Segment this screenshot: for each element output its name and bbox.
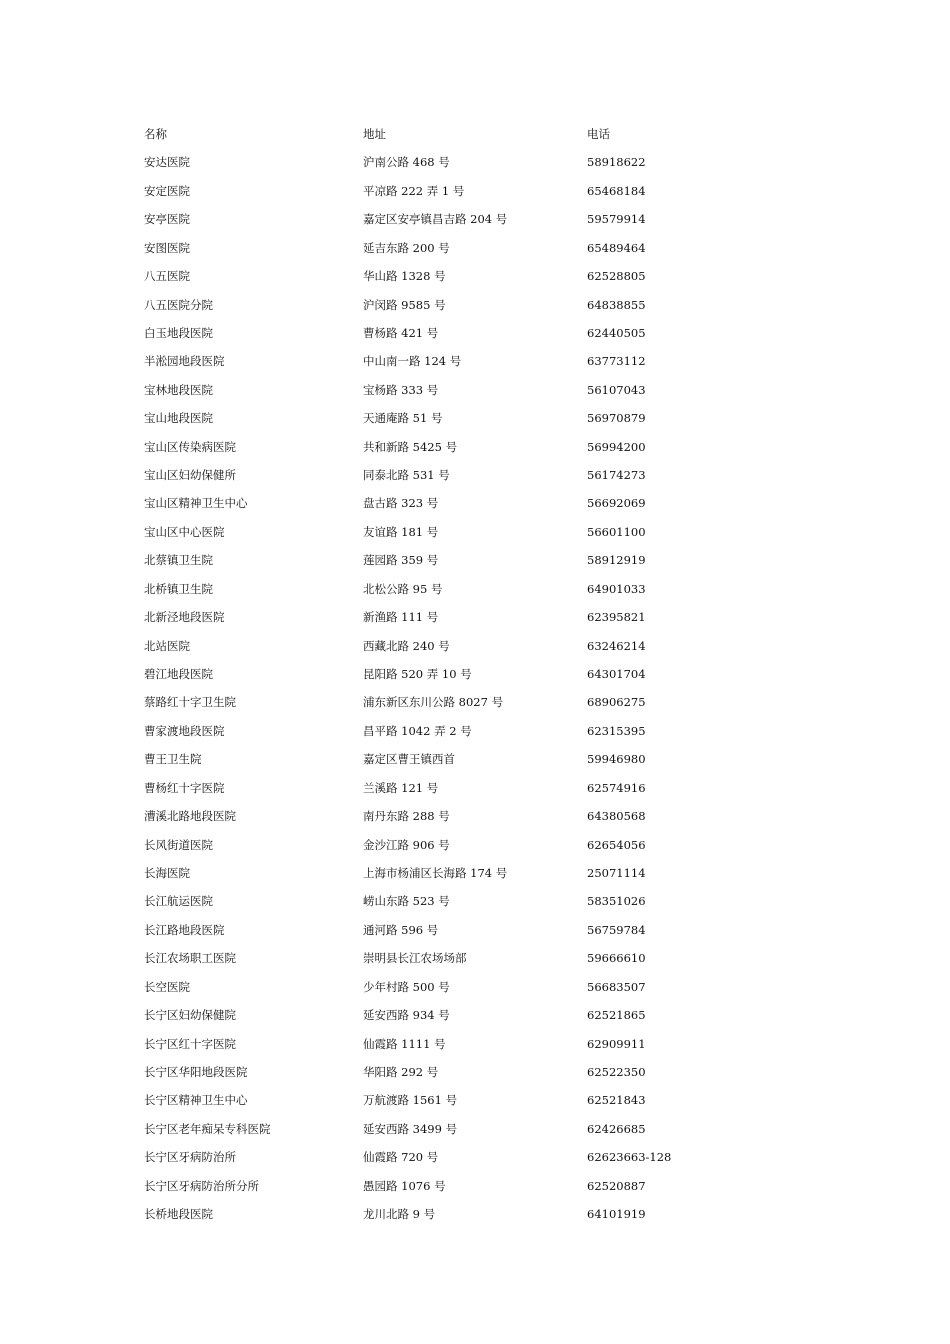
table-row bbox=[144, 404, 764, 432]
cell-address: 延安西路 934 号 bbox=[363, 1008, 450, 1023]
table-row bbox=[144, 831, 764, 859]
header-name: 名称 bbox=[144, 127, 167, 141]
cell-address: 沪南公路 468 号 bbox=[363, 155, 450, 170]
cell-phone: 62909911 bbox=[587, 1036, 646, 1051]
table-row bbox=[144, 859, 764, 887]
table-row bbox=[144, 1172, 764, 1200]
cell-phone: 56970879 bbox=[587, 411, 646, 426]
table-row bbox=[144, 433, 764, 461]
table-row bbox=[144, 262, 764, 290]
table-row bbox=[144, 319, 764, 347]
cell-phone: 62315395 bbox=[587, 723, 646, 738]
cell-address: 华山路 1328 号 bbox=[363, 269, 446, 284]
cell-address: 崂山东路 523 号 bbox=[363, 894, 450, 909]
table-row bbox=[144, 774, 764, 802]
cell-address: 通河路 596 号 bbox=[363, 922, 439, 937]
hospital-directory-table bbox=[144, 120, 764, 1228]
table-row bbox=[144, 660, 764, 688]
cell-name: 安定医院 bbox=[144, 183, 190, 198]
cell-name: 宝山区妇幼保健所 bbox=[144, 468, 236, 483]
cell-phone: 64301704 bbox=[587, 667, 646, 682]
cell-address: 盘古路 323 号 bbox=[363, 496, 439, 511]
cell-name: 长宁区牙病防治所 bbox=[144, 1150, 236, 1165]
cell-name: 八五医院分院 bbox=[144, 297, 213, 312]
table-row bbox=[144, 1058, 764, 1086]
cell-name: 八五医院 bbox=[144, 269, 190, 284]
cell-name: 长宁区老年痴呆专科医院 bbox=[144, 1121, 271, 1136]
cell-address: 北松公路 95 号 bbox=[363, 581, 443, 596]
cell-address: 上海市杨浦区长海路 174 号 bbox=[363, 865, 508, 880]
cell-name: 蔡路红十字卫生院 bbox=[144, 695, 236, 710]
cell-address: 平凉路 222 弄 1 号 bbox=[363, 183, 465, 198]
cell-address: 万航渡路 1561 号 bbox=[363, 1093, 458, 1108]
cell-phone: 62574916 bbox=[587, 780, 646, 795]
table-row bbox=[144, 1143, 764, 1171]
cell-address: 新渔路 111 号 bbox=[363, 610, 439, 625]
table-row bbox=[144, 688, 764, 716]
cell-address: 同泰北路 531 号 bbox=[363, 468, 450, 483]
cell-name: 长宁区红十字医院 bbox=[144, 1036, 236, 1051]
cell-phone: 62521843 bbox=[587, 1093, 646, 1108]
cell-phone: 56174273 bbox=[587, 468, 646, 483]
cell-phone: 56692069 bbox=[587, 496, 646, 511]
cell-name: 宝林地段医院 bbox=[144, 382, 213, 397]
cell-name: 安达医院 bbox=[144, 155, 190, 170]
cell-phone: 62395821 bbox=[587, 610, 646, 625]
cell-name: 长江农场职工医院 bbox=[144, 951, 236, 966]
cell-phone: 65468184 bbox=[587, 183, 646, 198]
cell-phone: 62623663-128 bbox=[587, 1150, 672, 1165]
cell-address: 浦东新区东川公路 8027 号 bbox=[363, 695, 504, 710]
cell-name: 长空医院 bbox=[144, 979, 190, 994]
table-row bbox=[144, 603, 764, 631]
cell-phone: 63773112 bbox=[587, 354, 646, 369]
cell-phone: 56107043 bbox=[587, 382, 646, 397]
table-row bbox=[144, 489, 764, 517]
table-row bbox=[144, 944, 764, 972]
cell-name: 北蔡镇卫生院 bbox=[144, 553, 213, 568]
table-row bbox=[144, 291, 764, 319]
cell-phone: 59579914 bbox=[587, 212, 646, 227]
table-row bbox=[144, 205, 764, 233]
cell-name: 宝山区精神卫生中心 bbox=[144, 496, 248, 511]
table-row bbox=[144, 177, 764, 205]
table-row bbox=[144, 518, 764, 546]
cell-address: 龙川北路 9 号 bbox=[363, 1207, 436, 1222]
cell-address: 曹杨路 421 号 bbox=[363, 325, 439, 340]
cell-address: 沪闵路 9585 号 bbox=[363, 297, 446, 312]
cell-phone: 62521865 bbox=[587, 1008, 646, 1023]
table-row bbox=[144, 1200, 764, 1228]
cell-address: 昌平路 1042 弄 2 号 bbox=[363, 723, 472, 738]
table-row bbox=[144, 376, 764, 404]
cell-name: 白玉地段医院 bbox=[144, 325, 213, 340]
cell-name: 安图医院 bbox=[144, 240, 190, 255]
cell-address: 共和新路 5425 号 bbox=[363, 439, 458, 454]
table-row bbox=[144, 347, 764, 375]
cell-phone: 63246214 bbox=[587, 638, 646, 653]
cell-phone: 62654056 bbox=[587, 837, 646, 852]
cell-name: 长宁区牙病防治所分所 bbox=[144, 1178, 259, 1193]
cell-name: 半淞园地段医院 bbox=[144, 354, 225, 369]
table-row bbox=[144, 887, 764, 915]
cell-name: 长宁区华阳地段医院 bbox=[144, 1064, 248, 1079]
cell-address: 南丹东路 288 号 bbox=[363, 809, 450, 824]
cell-address: 少年村路 500 号 bbox=[363, 979, 450, 994]
cell-address: 嘉定区曹王镇西首 bbox=[363, 752, 455, 767]
cell-name: 曹杨红十字医院 bbox=[144, 780, 225, 795]
cell-name: 曹王卫生院 bbox=[144, 752, 202, 767]
cell-name: 宝山区中心医院 bbox=[144, 524, 225, 539]
cell-address: 延安西路 3499 号 bbox=[363, 1121, 458, 1136]
cell-name: 漕溪北路地段医院 bbox=[144, 809, 236, 824]
cell-address: 宝杨路 333 号 bbox=[363, 382, 439, 397]
cell-name: 长江路地段医院 bbox=[144, 922, 225, 937]
table-row bbox=[144, 575, 764, 603]
cell-name: 长风街道医院 bbox=[144, 837, 213, 852]
cell-address: 延吉东路 200 号 bbox=[363, 240, 450, 255]
cell-address: 愚园路 1076 号 bbox=[363, 1178, 446, 1193]
cell-phone: 56994200 bbox=[587, 439, 646, 454]
table-row bbox=[144, 1086, 764, 1114]
cell-address: 天通庵路 51 号 bbox=[363, 411, 443, 426]
table-row bbox=[144, 802, 764, 830]
cell-name: 碧江地段医院 bbox=[144, 667, 213, 682]
cell-phone: 25071114 bbox=[587, 865, 646, 880]
cell-address: 西藏北路 240 号 bbox=[363, 638, 450, 653]
cell-phone: 62520887 bbox=[587, 1178, 646, 1193]
cell-phone: 68906275 bbox=[587, 695, 646, 710]
cell-phone: 59666610 bbox=[587, 951, 646, 966]
cell-address: 华阳路 292 号 bbox=[363, 1064, 439, 1079]
table-row bbox=[144, 234, 764, 262]
cell-phone: 62528805 bbox=[587, 269, 646, 284]
cell-address: 仙霞路 720 号 bbox=[363, 1150, 439, 1165]
cell-address: 兰溪路 121 号 bbox=[363, 780, 439, 795]
cell-phone: 56759784 bbox=[587, 922, 646, 937]
table-row bbox=[144, 546, 764, 574]
cell-name: 北桥镇卫生院 bbox=[144, 581, 213, 596]
cell-address: 友谊路 181 号 bbox=[363, 524, 439, 539]
cell-name: 宝山地段医院 bbox=[144, 411, 213, 426]
cell-phone: 56601100 bbox=[587, 524, 646, 539]
table-row bbox=[144, 1115, 764, 1143]
cell-phone: 64901033 bbox=[587, 581, 646, 596]
cell-address: 崇明县长江农场场部 bbox=[363, 951, 467, 966]
cell-address: 嘉定区安亭镇昌吉路 204 号 bbox=[363, 212, 508, 227]
table-row bbox=[144, 632, 764, 660]
cell-phone: 62426685 bbox=[587, 1121, 646, 1136]
cell-name: 长宁区精神卫生中心 bbox=[144, 1093, 248, 1108]
cell-name: 长宁区妇幼保健院 bbox=[144, 1008, 236, 1023]
table-row bbox=[144, 973, 764, 1001]
cell-address: 金沙江路 906 号 bbox=[363, 837, 450, 852]
table-body bbox=[144, 148, 764, 1228]
cell-phone: 62522350 bbox=[587, 1064, 646, 1079]
cell-phone: 64380568 bbox=[587, 809, 646, 824]
cell-phone: 64101919 bbox=[587, 1207, 646, 1222]
table-row bbox=[144, 148, 764, 176]
cell-address: 中山南一路 124 号 bbox=[363, 354, 462, 369]
cell-phone: 58351026 bbox=[587, 894, 646, 909]
table-row bbox=[144, 1030, 764, 1058]
table-row bbox=[144, 1001, 764, 1029]
cell-name: 北站医院 bbox=[144, 638, 190, 653]
cell-phone: 58918622 bbox=[587, 155, 646, 170]
cell-address: 仙霞路 1111 号 bbox=[363, 1036, 446, 1051]
cell-phone: 64838855 bbox=[587, 297, 646, 312]
cell-phone: 58912919 bbox=[587, 553, 646, 568]
cell-name: 曹家渡地段医院 bbox=[144, 723, 225, 738]
table-row bbox=[144, 745, 764, 773]
cell-name: 长江航运医院 bbox=[144, 894, 213, 909]
cell-phone: 62440505 bbox=[587, 325, 646, 340]
cell-phone: 59946980 bbox=[587, 752, 646, 767]
cell-name: 宝山区传染病医院 bbox=[144, 439, 236, 454]
cell-name: 长桥地段医院 bbox=[144, 1207, 213, 1222]
table-row bbox=[144, 461, 764, 489]
header-phone: 电话 bbox=[587, 127, 610, 141]
cell-name: 安亭医院 bbox=[144, 212, 190, 227]
cell-address: 莲园路 359 号 bbox=[363, 553, 439, 568]
cell-address: 昆阳路 520 弄 10 号 bbox=[363, 667, 472, 682]
header-address: 地址 bbox=[363, 127, 386, 141]
table-row bbox=[144, 916, 764, 944]
cell-phone: 56683507 bbox=[587, 979, 646, 994]
cell-name: 长海医院 bbox=[144, 865, 190, 880]
cell-name: 北新泾地段医院 bbox=[144, 610, 225, 625]
table-header-row bbox=[144, 120, 764, 148]
table-row bbox=[144, 717, 764, 745]
cell-phone: 65489464 bbox=[587, 240, 646, 255]
